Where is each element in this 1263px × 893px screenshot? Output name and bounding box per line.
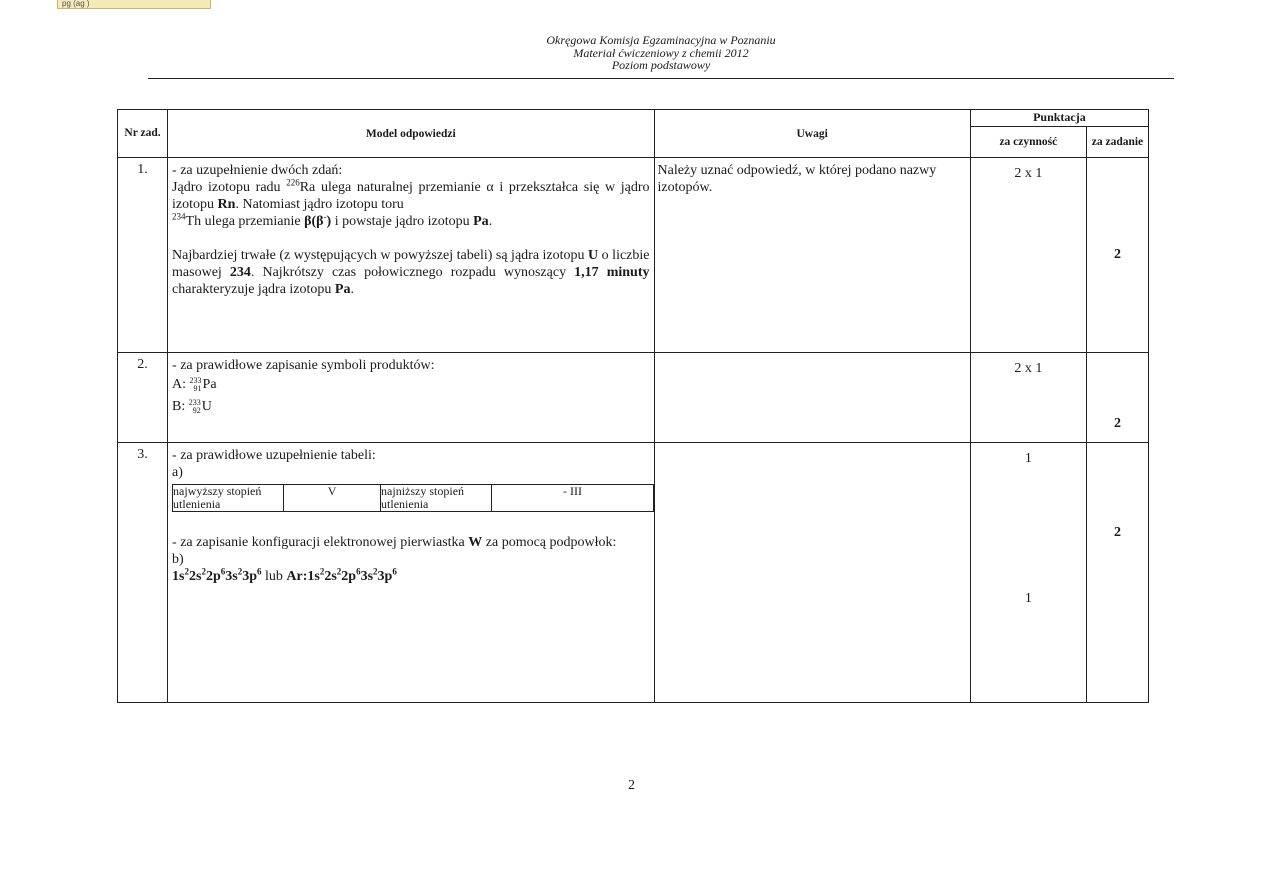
points-per-task: 2 <box>1086 158 1148 353</box>
header-nr: Nr zad. <box>118 110 168 158</box>
points-per-task <box>1086 443 1148 703</box>
header-line-2: Materiał ćwiczeniowy z chemii 2012 <box>573 45 749 60</box>
answer-intro: - za uzupełnienie dwóch zdań: <box>172 163 343 178</box>
atomic-number: 92 <box>192 405 201 415</box>
answer-term: 234 <box>229 265 251 280</box>
product-a <box>172 374 649 396</box>
remarks <box>654 353 970 443</box>
text: Th ulega przemianie <box>185 214 305 229</box>
text: ulega naturalnej przemianie α i przekształca się w jądro izotopu <box>172 180 650 212</box>
answer-term: Pa <box>334 282 351 297</box>
part-a-label: a) <box>172 465 183 480</box>
answer-term: β(β <box>304 214 324 229</box>
answer-term: Rn <box>217 197 236 212</box>
model-answer <box>168 443 654 703</box>
answer-term: Ar <box>286 569 303 584</box>
element-symbol: U <box>201 399 212 414</box>
text: . Najkrótszy czas połowicznego rozpadu wynoszący <box>250 265 575 280</box>
answer-intro: - za prawidłowe uzupełnienie tabeli: <box>172 448 376 463</box>
remarks <box>654 443 970 703</box>
oxidation-state-table <box>172 484 654 512</box>
points-per-step: 2 x 1 <box>970 158 1086 353</box>
superscript: - <box>323 211 327 222</box>
header-line-3: Poziom podstawowy <box>611 58 711 72</box>
tab-badge: pg (ag ) <box>57 0 211 9</box>
table-row <box>118 158 1149 353</box>
remarks: Należy uznać odpowiedź, w której podano nazwy izotopów. <box>654 158 970 353</box>
mass-number: 234 <box>172 211 186 222</box>
table-row <box>118 353 1149 443</box>
answer-table <box>117 109 1149 703</box>
points-part-a: 1 <box>1024 451 1032 466</box>
points-per-task: 2 <box>1086 353 1148 443</box>
answer-intro-2 <box>172 534 649 551</box>
text: - za zapisanie konfiguracji elektronowej pierwiastka <box>172 535 469 550</box>
lowest-oxidation-label: najniższy stopień utlenienia <box>381 485 492 512</box>
text: za pomocą podpowłok: <box>482 535 617 550</box>
text: . Natomiast jądro izotopu toru <box>235 197 404 212</box>
answer-term: Pa <box>473 214 489 229</box>
header-uwagi: Uwagi <box>654 110 970 158</box>
mass-number: 226 <box>286 177 300 188</box>
nuclide-numbers <box>190 377 202 393</box>
row-number: 1. <box>118 158 168 353</box>
answer-paragraph-1: Jądro izotopu radu $^{226}$Ra ulega naturalnej przemianie α i przekształca się w jądro izotopu Rn. Natomiast jądro izotopu toru $^{234}$Th ulega przemianie β(β-) i powstaje jądro izotopu Pa. <box>172 177 650 229</box>
element-symbol: Ra <box>299 180 316 195</box>
mass-number: 233 <box>189 375 202 385</box>
task-points-value: 2 <box>1113 525 1121 540</box>
header-za-zadanie: za zadanie <box>1086 127 1148 158</box>
answer-term: W <box>468 535 483 550</box>
product-b <box>172 396 649 418</box>
header-rule <box>148 78 1174 79</box>
header-line-1: Okręgowa Komisja Egzaminacyjna w Poznaniu <box>546 33 776 47</box>
highest-oxidation-label: najwyższy stopień utlenienia <box>173 485 284 512</box>
nuclide-numbers <box>189 399 201 415</box>
page-number: 2 <box>628 778 635 793</box>
lowest-oxidation-value: - III <box>492 485 654 512</box>
electron-configuration: $1s^22s^22p^63s^23p^6$ lub $Ar:1s^22s^22p^63s^23p^6$ <box>172 566 397 584</box>
table-row <box>118 443 1149 703</box>
row-number: 3. <box>118 443 168 703</box>
answer-intro: - za prawidłowe zapisanie symboli produktów: <box>172 358 435 373</box>
header-punktacja: Punktacja <box>970 110 1148 127</box>
element-symbol: Pa <box>202 377 217 392</box>
header-model: Model odpowiedzi <box>168 110 654 158</box>
text: o liczbie masowej <box>172 248 650 280</box>
document-header <box>148 34 1174 72</box>
part-b-label: b) <box>172 552 184 567</box>
header-za-czynnosc: za czynność <box>970 127 1086 158</box>
text: Jądro izotopu radu <box>172 180 287 195</box>
atomic-number: 91 <box>193 383 202 393</box>
points-per-step <box>970 443 1086 703</box>
model-answer <box>168 353 654 443</box>
model-answer <box>168 158 654 353</box>
row-number: 2. <box>118 353 168 443</box>
text: charakteryzuje jądra izotopu <box>172 282 335 297</box>
answer-term: U <box>588 248 599 263</box>
points-per-step: 2 x 1 <box>970 353 1086 443</box>
mass-number: 233 <box>188 397 201 407</box>
answer-term: ) <box>326 214 332 229</box>
points-part-b: 1 <box>1024 591 1032 606</box>
highest-oxidation-value: V <box>284 485 381 512</box>
label: B: <box>172 399 189 414</box>
text: Najbardziej trwałe (z występujących w powyższej tabeli) są jądra izotopu <box>172 248 589 263</box>
answer-term: 1,17 minuty <box>574 265 650 280</box>
text: i powstaje jądro izotopu <box>331 214 474 229</box>
text: lub <box>261 569 287 584</box>
answer-paragraph-2: Najbardziej trwałe (z występujących w powyższej tabeli) są jądra izotopu U o liczbie masowej 234. Najkrótszy czas połowicznego rozpadu wynoszący 1,17 minuty charakteryzuje jądra izotopu Pa. <box>172 248 650 297</box>
label: A: <box>172 377 190 392</box>
